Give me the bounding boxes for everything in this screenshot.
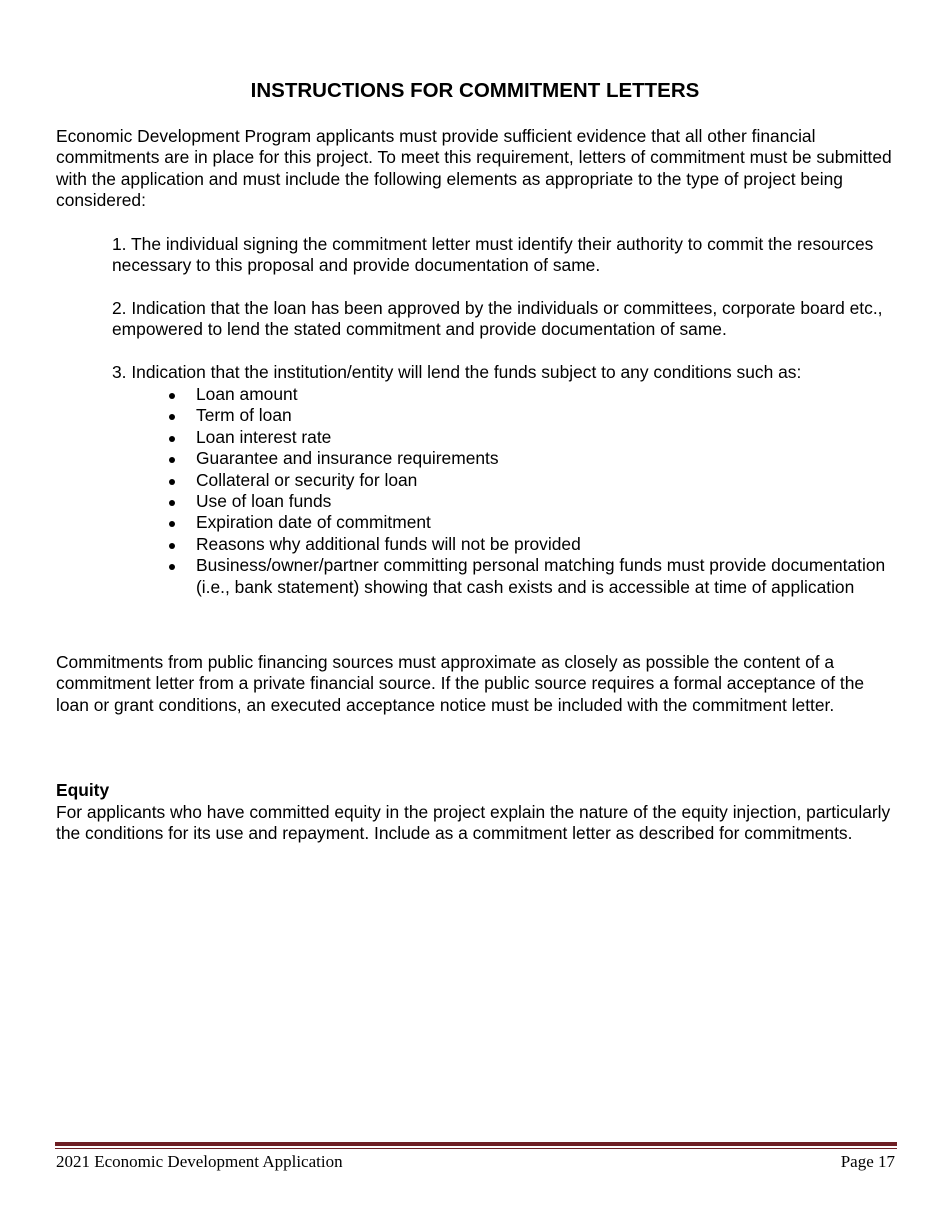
commitments-paragraph: Commitments from public financing sources must approximate as closely as possible the content of a commitment letter from a private financial source. If the public source requires a formal acceptance of the loan or grant conditions, an executed acceptance notice must be included with the commitment letter. bbox=[56, 652, 865, 715]
list-item-text: Term of loan bbox=[196, 405, 292, 426]
intro-paragraph: Economic Development Program applicants must provide sufficient evidence that all other financial commitments are in place for this project. To meet this requirement, letters of commitment must be submitted with the application and must include the following elements as appropriate to the type of project being considered: bbox=[56, 126, 892, 211]
list-item-text: Business/owner/partner committing personal matching funds must provide documentation (i.e., bank statement) showing that cash exists and is accessible at time of application bbox=[196, 555, 886, 597]
page-title: INSTRUCTIONS FOR COMMITMENT LETTERS bbox=[250, 79, 700, 102]
list-item-text: Guarantee and insurance requirements bbox=[196, 448, 499, 469]
list-item-text: Expiration date of commitment bbox=[196, 512, 431, 533]
list-item bbox=[166, 555, 896, 598]
footer-document-title: 2021 Economic Development Application bbox=[56, 1152, 343, 1171]
equity-paragraph: For applicants who have committed equity in the project explain the nature of the equity injection, particularly the conditions for its use and repayment. Include as a commitment letter as described for commitments. bbox=[56, 802, 891, 844]
bullet-icon bbox=[169, 457, 175, 463]
numbered-item-2: 2. Indication that the loan has been approved by the individuals or committees, corporate board etc., empowered to lend the stated commitment and provide documentation of same. bbox=[112, 298, 883, 340]
numbered-item-3: 3. Indication that the institution/entity will lend the funds subject to any conditions such as: bbox=[112, 362, 802, 382]
list-item bbox=[166, 427, 896, 448]
list-item bbox=[166, 491, 896, 512]
numbered-item-1: 1. The individual signing the commitment letter must identify their authority to commit the resources necessary to this proposal and provide documentation of same. bbox=[112, 234, 874, 276]
bullet-icon bbox=[169, 543, 175, 549]
list-item-text: Loan interest rate bbox=[196, 426, 332, 447]
list-item bbox=[166, 448, 896, 469]
bullet-icon bbox=[169, 393, 175, 399]
bullet-icon bbox=[169, 564, 175, 570]
bullet-icon bbox=[169, 479, 175, 485]
bullet-icon bbox=[169, 500, 175, 506]
footer-page-number: Page 17 bbox=[840, 1152, 895, 1171]
list-item bbox=[166, 405, 896, 426]
list-item bbox=[166, 384, 896, 405]
bullet-icon bbox=[169, 414, 175, 420]
conditions-list bbox=[166, 384, 896, 598]
list-item-text: Reasons why additional funds will not be provided bbox=[196, 533, 581, 554]
footer-rule bbox=[55, 1142, 897, 1146]
list-item bbox=[166, 534, 896, 555]
list-item-text: Collateral or security for loan bbox=[196, 469, 418, 490]
list-item bbox=[166, 470, 896, 491]
bullet-icon bbox=[169, 521, 175, 527]
bullet-icon bbox=[169, 436, 175, 442]
list-item-text: Use of loan funds bbox=[196, 491, 332, 512]
list-item-text: Loan amount bbox=[196, 384, 298, 404]
equity-heading: Equity bbox=[56, 780, 110, 800]
list-item bbox=[166, 512, 896, 533]
footer-rule-thin bbox=[55, 1148, 897, 1149]
